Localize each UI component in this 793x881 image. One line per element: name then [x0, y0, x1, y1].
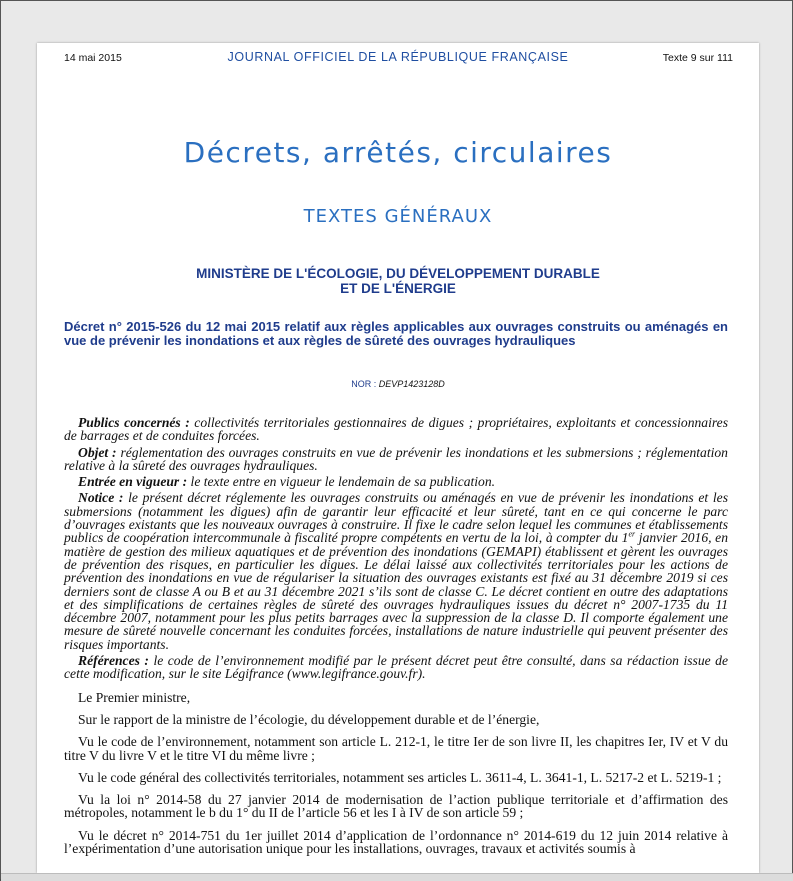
- section-title: Décrets, arrêtés, circulaires: [183, 136, 613, 169]
- body-paragraph-4: Vu le code général des collectivités territoriales, notamment ses articles L. 3611-4, L. 3641-1, L. 5217-2 et L. 5219-1 ;: [78, 769, 722, 785]
- notice-label: Notice :: [78, 490, 124, 506]
- publics-label: Publics concernés :: [78, 415, 190, 430]
- notice-superscript: er: [628, 529, 636, 539]
- ministry-line-2: ET DE L'ÉNERGIE: [340, 281, 456, 296]
- journal-title: JOURNAL OFFICIEL DE LA RÉPUBLIQUE FRANÇAISE: [227, 50, 569, 64]
- ministry-heading: [37, 266, 759, 296]
- decree-title: Décret n° 2015-526 du 12 mai 2015 relatif aux règles applicables aux ouvrages construits ou aménagés en vue de prévenir les inondations et aux règles de sûreté des ouvrages hydrauliques: [64, 319, 728, 348]
- entree-text: le texte entre en vigueur le lendemain de sa publication.: [187, 474, 496, 490]
- notice-text-1: le présent décret réglemente les ouvrages construits ou aménagés en vue de prévenir les inondations et les submersions (notamment les digues) afin de garantir leur efficacité et leur sûreté, tant en ce qui concerne le parc d’ouvrages existants que les nouveaux ouvrages à construire. Il fixe le cadre selon lequel les communes et établissements publics de coopération intercommunale à fiscalité propre compétents en vertu de la loi, à compter du 1: [64, 490, 728, 546]
- entree-label: Entrée en vigueur :: [78, 474, 188, 490]
- references-paragraph: [64, 654, 728, 681]
- body-paragraph-6: Vu le décret n° 2014-751 du 1er juillet 2014 d’application de l’ordonnance n° 2014-619 du 12 juin 2014 relative à l’expérimentation d’une autorisation unique pour les installations, ouvrages, travaux et activités soumis à: [64, 827, 728, 857]
- notice-text-2: janvier 2016, en matière de gestion des milieux aquatiques et de prévention des inondations (GEMAPI) établissent et gèrent les ouvrages de prévention des risques, en particulier les digues. Le délai laissé aux collectivités territoriales pour les actions de prévention des inondations en vue de régulariser la situation des ouvrages existants est fixé au 31 décembre 2019 si ces derniers sont de classe A ou B et au 31 décembre 2021 s’ils sont de classe C. Le décret contient en outre des adaptations et des simplifications de certaines règles de sûreté des ouvrages hydrauliques issues du décret n° 2007-1735 du 11 décembre 2007, notamment pour les plus petits barrages avec la suppression de la classe D. Il comporte également une mesure de sûreté nouvelle concernant les conduites forcées, installations de nature industrielle qui peuvent présenter des risques importants.: [64, 530, 728, 652]
- nor-label: NOR :: [351, 379, 379, 389]
- issue-date: 14 mai 2015: [64, 52, 122, 64]
- section-subtitle: TEXTES GÉNÉRAUX: [303, 206, 493, 227]
- body-paragraph-3: Vu le code de l’environnement, notamment son article L. 212-1, le titre Ier de son livre II, les chapitres Ier, IV et V du titre V du livre V et le titre VI du même livre ;: [64, 734, 728, 763]
- body-paragraph-2: Sur le rapport de la ministre de l’écologie, du développement durable et de l’énergie,: [78, 711, 540, 727]
- decree-body: [64, 416, 728, 864]
- objet-paragraph: [64, 446, 728, 473]
- document-page: [37, 43, 759, 873]
- ministry-line-1: MINISTÈRE DE L'ÉCOLOGIE, DU DÉVELOPPEMENT DURABLE: [196, 266, 600, 281]
- publics-paragraph: [64, 416, 728, 443]
- body-paragraph-1: Le Premier ministre,: [78, 689, 191, 705]
- horizontal-scrollbar[interactable]: [1, 873, 793, 881]
- body-paragraph-5: Vu la loi n° 2014-58 du 27 janvier 2014 de modernisation de l’action publique territoriale et d’affirmation des métropoles, notamment le b du 1° du II de l’article 56 et les I à IV de son article 59 ;: [64, 792, 728, 821]
- publics-text: collectivités territoriales gestionnaires de digues ; propriétaires, exploitants et concessionnaires de barrages et de conduites forcées.: [64, 415, 728, 444]
- nor-reference: [37, 379, 759, 389]
- objet-text: réglementation des ouvrages construits en vue de prévenir les inondations et les submersions ; réglementation relative à la sûreté des ouvrages hydrauliques.: [64, 444, 728, 473]
- objet-label: Objet :: [78, 444, 117, 460]
- nor-value: DEVP1423128D: [378, 379, 445, 389]
- notice-paragraph: [64, 491, 728, 651]
- references-text: le code de l’environnement modifié par le présent décret peut être consulté, dans sa rédaction issue de cette modification, sur le site Légifrance (www.legifrance.gouv.fr).: [64, 653, 728, 682]
- entree-paragraph: [64, 475, 728, 488]
- text-number: Texte 9 sur 111: [662, 52, 733, 64]
- references-label: Références :: [78, 653, 149, 669]
